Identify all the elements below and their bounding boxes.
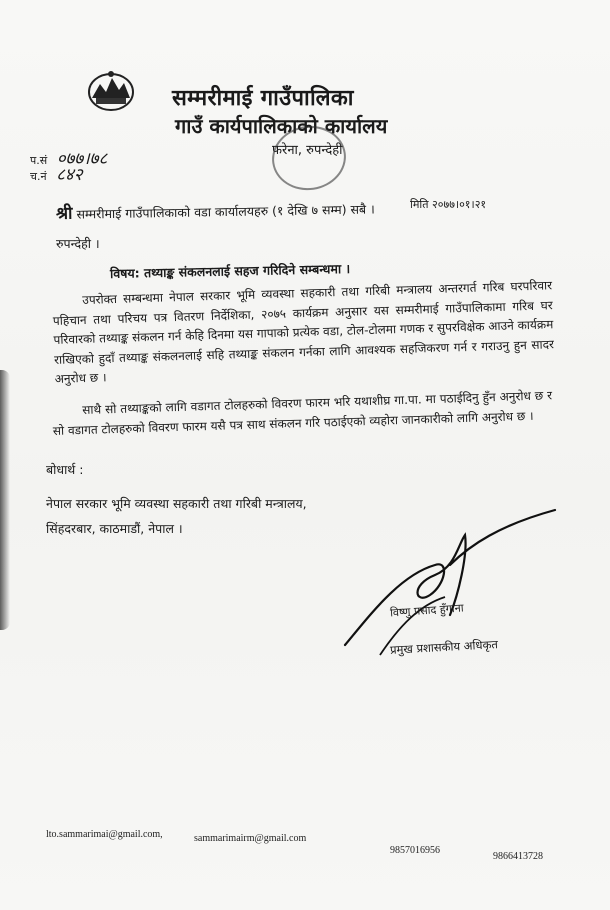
recipient-line — [56, 195, 375, 224]
letter-date: मिति २०७७।०१।२१ — [410, 198, 487, 211]
patra-label: प.सं — [30, 154, 48, 167]
government-emblem-icon — [86, 68, 136, 112]
footer-phone-2: 9866413728 — [493, 851, 543, 862]
signatory-name: विष्णु प्रसाद हुँगाना — [389, 601, 465, 620]
footer-email-2: sammarimairm@gmail.com — [194, 833, 307, 844]
body-paragraph-2: साथै सो तथ्याङ्कको लागि वडागत टोलहरुको विवरण फारम भरि यथाशीघ्र गा.पा. मा पठाईदिनु हुँन अनुरोध छ र सो वडागत टोलहरुको विवरण फारम यसै पत्र साथ संकलन गरि पठाईएको व्यहोरा जानकारीको लागि अनुरोध छ । — [52, 388, 553, 438]
letterhead-address: फरेना, रुपन्देही — [272, 143, 343, 158]
signatory-title: प्रमुख प्रशासकीय अधिकृत — [389, 637, 499, 657]
letter-subject: विषय: तथ्याङ्क संकलनलाई सहज गरिदिने सम्बन्धमा । — [109, 260, 351, 281]
bodhartha-label: बोधार्थ : — [46, 462, 84, 477]
body-paragraph-1: उपरोक्त सम्बन्धमा नेपाल सरकार भूमि व्यवस्था सहकारी तथा गरिबी मन्त्रालय अन्तरगर्त गरिब घरपरिवार पहिचान तथा परिचय पत्र वितरण निर्देशिका, २०७५ कार्यक्रम अनुसार यस सम्मरीमाई गाउँपालिकामा गरिब घर परिवारको तथ्याङ्क संकलन गर्न केहि दिनमा यस गापाको प्रत्येक वडा, टोल-टोलमा गणक र सुपरविक्षेक आउने कार्यक्रम राखिएको हुदाँ तथ्याङ्क संकलनलाई सहि तथ्याङ्क संकलन गर्नका लागि आवश्यक सहजिकरण गर्न र गराउनु हुन सादर अनुरोध छ । — [52, 278, 555, 386]
recipient-text: सम्मरीमाई गाउँपालिकाको वडा कार्यालयहरु (१ देखि ७ सम्म) सबै । — [76, 201, 375, 222]
shri-prefix: श्री — [55, 203, 73, 224]
chalani-number — [30, 162, 83, 185]
chalani-label: च.नं — [30, 170, 47, 183]
bodhartha-line-2: सिंहदरबार, काठमाडौं, नेपाल । — [46, 521, 183, 536]
letterhead-title: सम्मरीमाई गाउँपालिका — [172, 86, 354, 111]
recipient-district: रुपन्देही । — [56, 236, 100, 251]
letterhead-office: गाउँ कार्यपालिकाको कार्यालय — [175, 114, 388, 138]
patra-value: ०७७।७८ — [56, 149, 108, 169]
chalani-value: ८४२ — [56, 165, 83, 185]
footer-phone-1: 9857016956 — [390, 845, 440, 856]
bodhartha-line-1: नेपाल सरकार भूमि व्यवस्था सहकारी तथा गरिबी मन्त्रालय, — [46, 496, 307, 511]
footer-email-1: lto.sammarimai@gmail.com, — [46, 829, 163, 840]
page-edge-shadow — [0, 370, 10, 630]
